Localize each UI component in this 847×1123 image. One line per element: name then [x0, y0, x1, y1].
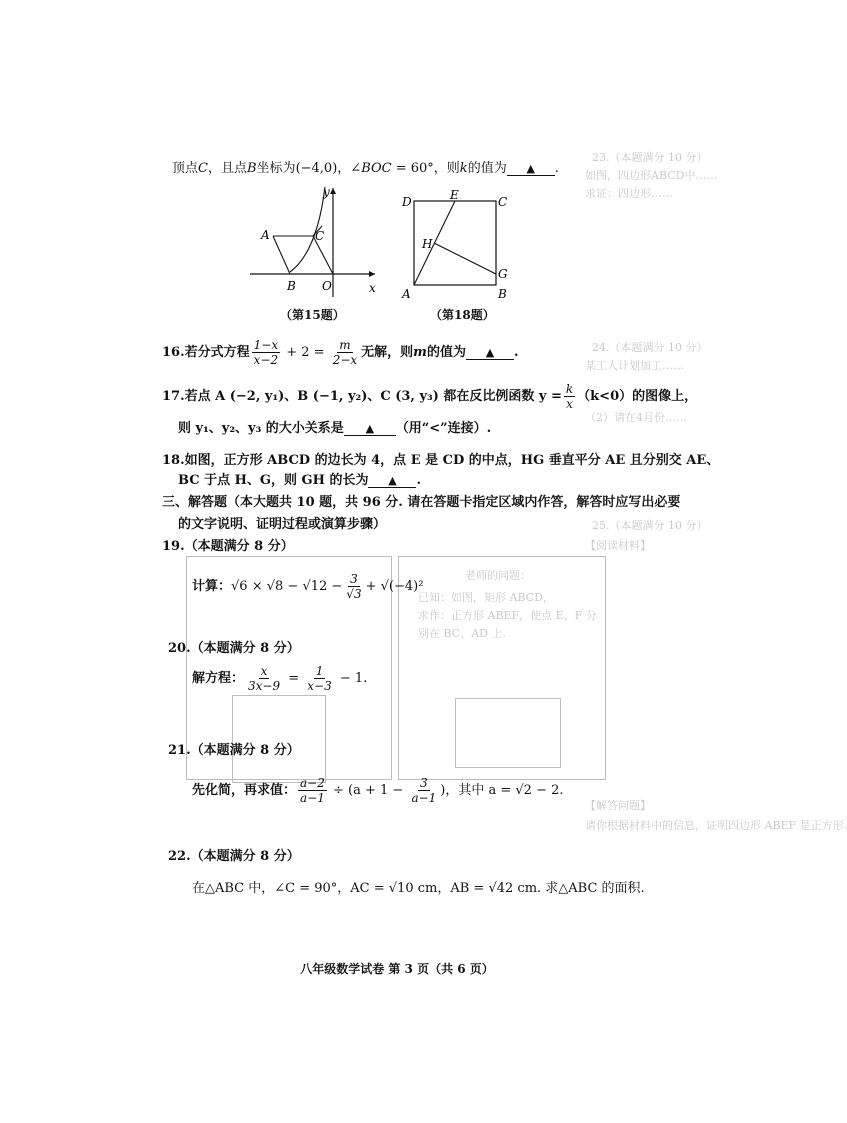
bleed-box-inner — [232, 695, 326, 783]
fig15-label-y: y — [323, 185, 330, 199]
fig18-label-e: E — [450, 188, 459, 202]
fig18-label-c: C — [498, 195, 508, 209]
q18-line-2: BC 于点 H、G，则 GH 的长为 ▲ . — [178, 473, 421, 488]
figure-15-caption: （第15题） — [280, 308, 345, 322]
bleed-rect-figure — [455, 698, 561, 768]
q15-answer-blank: ▲ — [507, 163, 555, 176]
fig18-label-d: D — [402, 195, 412, 209]
fig18-label-b: B — [498, 287, 507, 301]
bleed-box-title: 老师的问题： — [465, 569, 531, 582]
bleed-box-line-1: 已知：如图，矩形 ABCD， — [418, 591, 554, 604]
q19-expression: 计算：√6 × √8 − √12 − $\frac{3}{√3}$ + √(−4)² — [192, 572, 424, 601]
q16-answer-blank: ▲ — [466, 347, 514, 360]
bleed-text-5: 某工人计划加工…… — [585, 359, 684, 372]
fig18-label-a: A — [402, 287, 411, 301]
bleed-text-7: 25.（本题满分 10 分） — [592, 519, 708, 532]
bleed-text-1: 23.（本题满分 10 分） — [592, 151, 708, 164]
figure-18 — [398, 186, 510, 302]
bleed-text-4: 24.（本题满分 10 分） — [592, 341, 708, 354]
bleed-text-3: 求证：四边形…… — [585, 187, 673, 200]
q18-line-1: 18.如图，正方形 ABCD 的边长为 4，点 E 是 CD 的中点，HG 垂直平分 AE 且分别交 AE、 — [162, 453, 720, 468]
section-3-heading: 三、解答题（本大题共 10 题，共 96 分. 请在答题卡指定区域内作答，解答时应写出必要 — [162, 495, 681, 510]
q21-heading: 21.（本题满分 8 分） — [168, 743, 300, 758]
q22-body: 在△ABC 中，∠C = 90°，AC = √10 cm，AB = √42 cm. 求△ABC 的面积. — [192, 881, 645, 896]
q17-line-2: 则 y₁、y₂、y₃ 的大小关系是 ▲ （用“<”连接）. — [178, 421, 492, 436]
q20-expression: 解方程： $\frac{x}{3x-9}$ = $\frac{1}{x-3}$ − 1. — [192, 664, 368, 693]
fig15-label-b: B — [287, 279, 296, 293]
q15-line: 顶点C，且点B坐标为(−4,0)，∠BOC = 60°，则k的值为 ▲ . — [172, 161, 559, 176]
bleed-text-2: 如图，四边形ABCD中…… — [585, 169, 718, 182]
q17-line-1: 17.若点 A (−2, y₁)、B (−1, y₂)、C (3, y₃) 都在反比例函数 y = $\frac{k}{x}$ （k<0）的图像上， — [162, 382, 698, 411]
bleed-text-6: （2）请在4月份…… — [585, 411, 687, 424]
bleed-text-10: 请你根据材料中的信息，证明四边形 ABEF 是正方形. — [585, 819, 847, 832]
fig15-label-a: A — [261, 228, 270, 242]
q19-heading: 19.（本题满分 8 分） — [162, 539, 294, 554]
bleed-box-line-2: 求作：正方形 ABEF，使点 E、F 分 — [418, 609, 597, 622]
q18-answer-blank: ▲ — [368, 475, 416, 488]
q20-heading: 20.（本题满分 8 分） — [168, 641, 300, 656]
q17-answer-blank: ▲ — [344, 423, 396, 436]
bleed-text-9: 【解答问题】 — [585, 799, 651, 812]
fig15-label-o: O — [322, 279, 332, 293]
q22-heading: 22.（本题满分 8 分） — [168, 849, 300, 864]
fig18-label-h: H — [422, 237, 433, 251]
fig18-label-g: G — [498, 267, 508, 281]
bleed-box-line-3: 别在 BC、AD 上. — [418, 627, 506, 640]
q16: 16.若分式方程 $\frac{1-x}{x-2}$ + 2 = $\frac{m}{2-x}$ 无解，则m的值为 ▲ . — [162, 338, 519, 367]
bleed-text-8: 【阅读材料】 — [585, 539, 651, 552]
figure-18-caption: （第18题） — [430, 308, 495, 322]
figure-15 — [245, 182, 385, 302]
section-3-heading-cont: 的文字说明、证明过程或演算步骤） — [178, 517, 387, 532]
q21-expression: 先化简，再求值： $\frac{a-2}{a-1}$ ÷ (a + 1 − $\frac{3}{a-1}$ )，其中 a = √2 − 2. — [192, 776, 564, 805]
page-footer: 八年级数学试卷 第 3 页（共 6 页） — [300, 962, 494, 976]
fig15-label-x: x — [369, 281, 376, 295]
fig15-label-c: C — [315, 229, 325, 243]
